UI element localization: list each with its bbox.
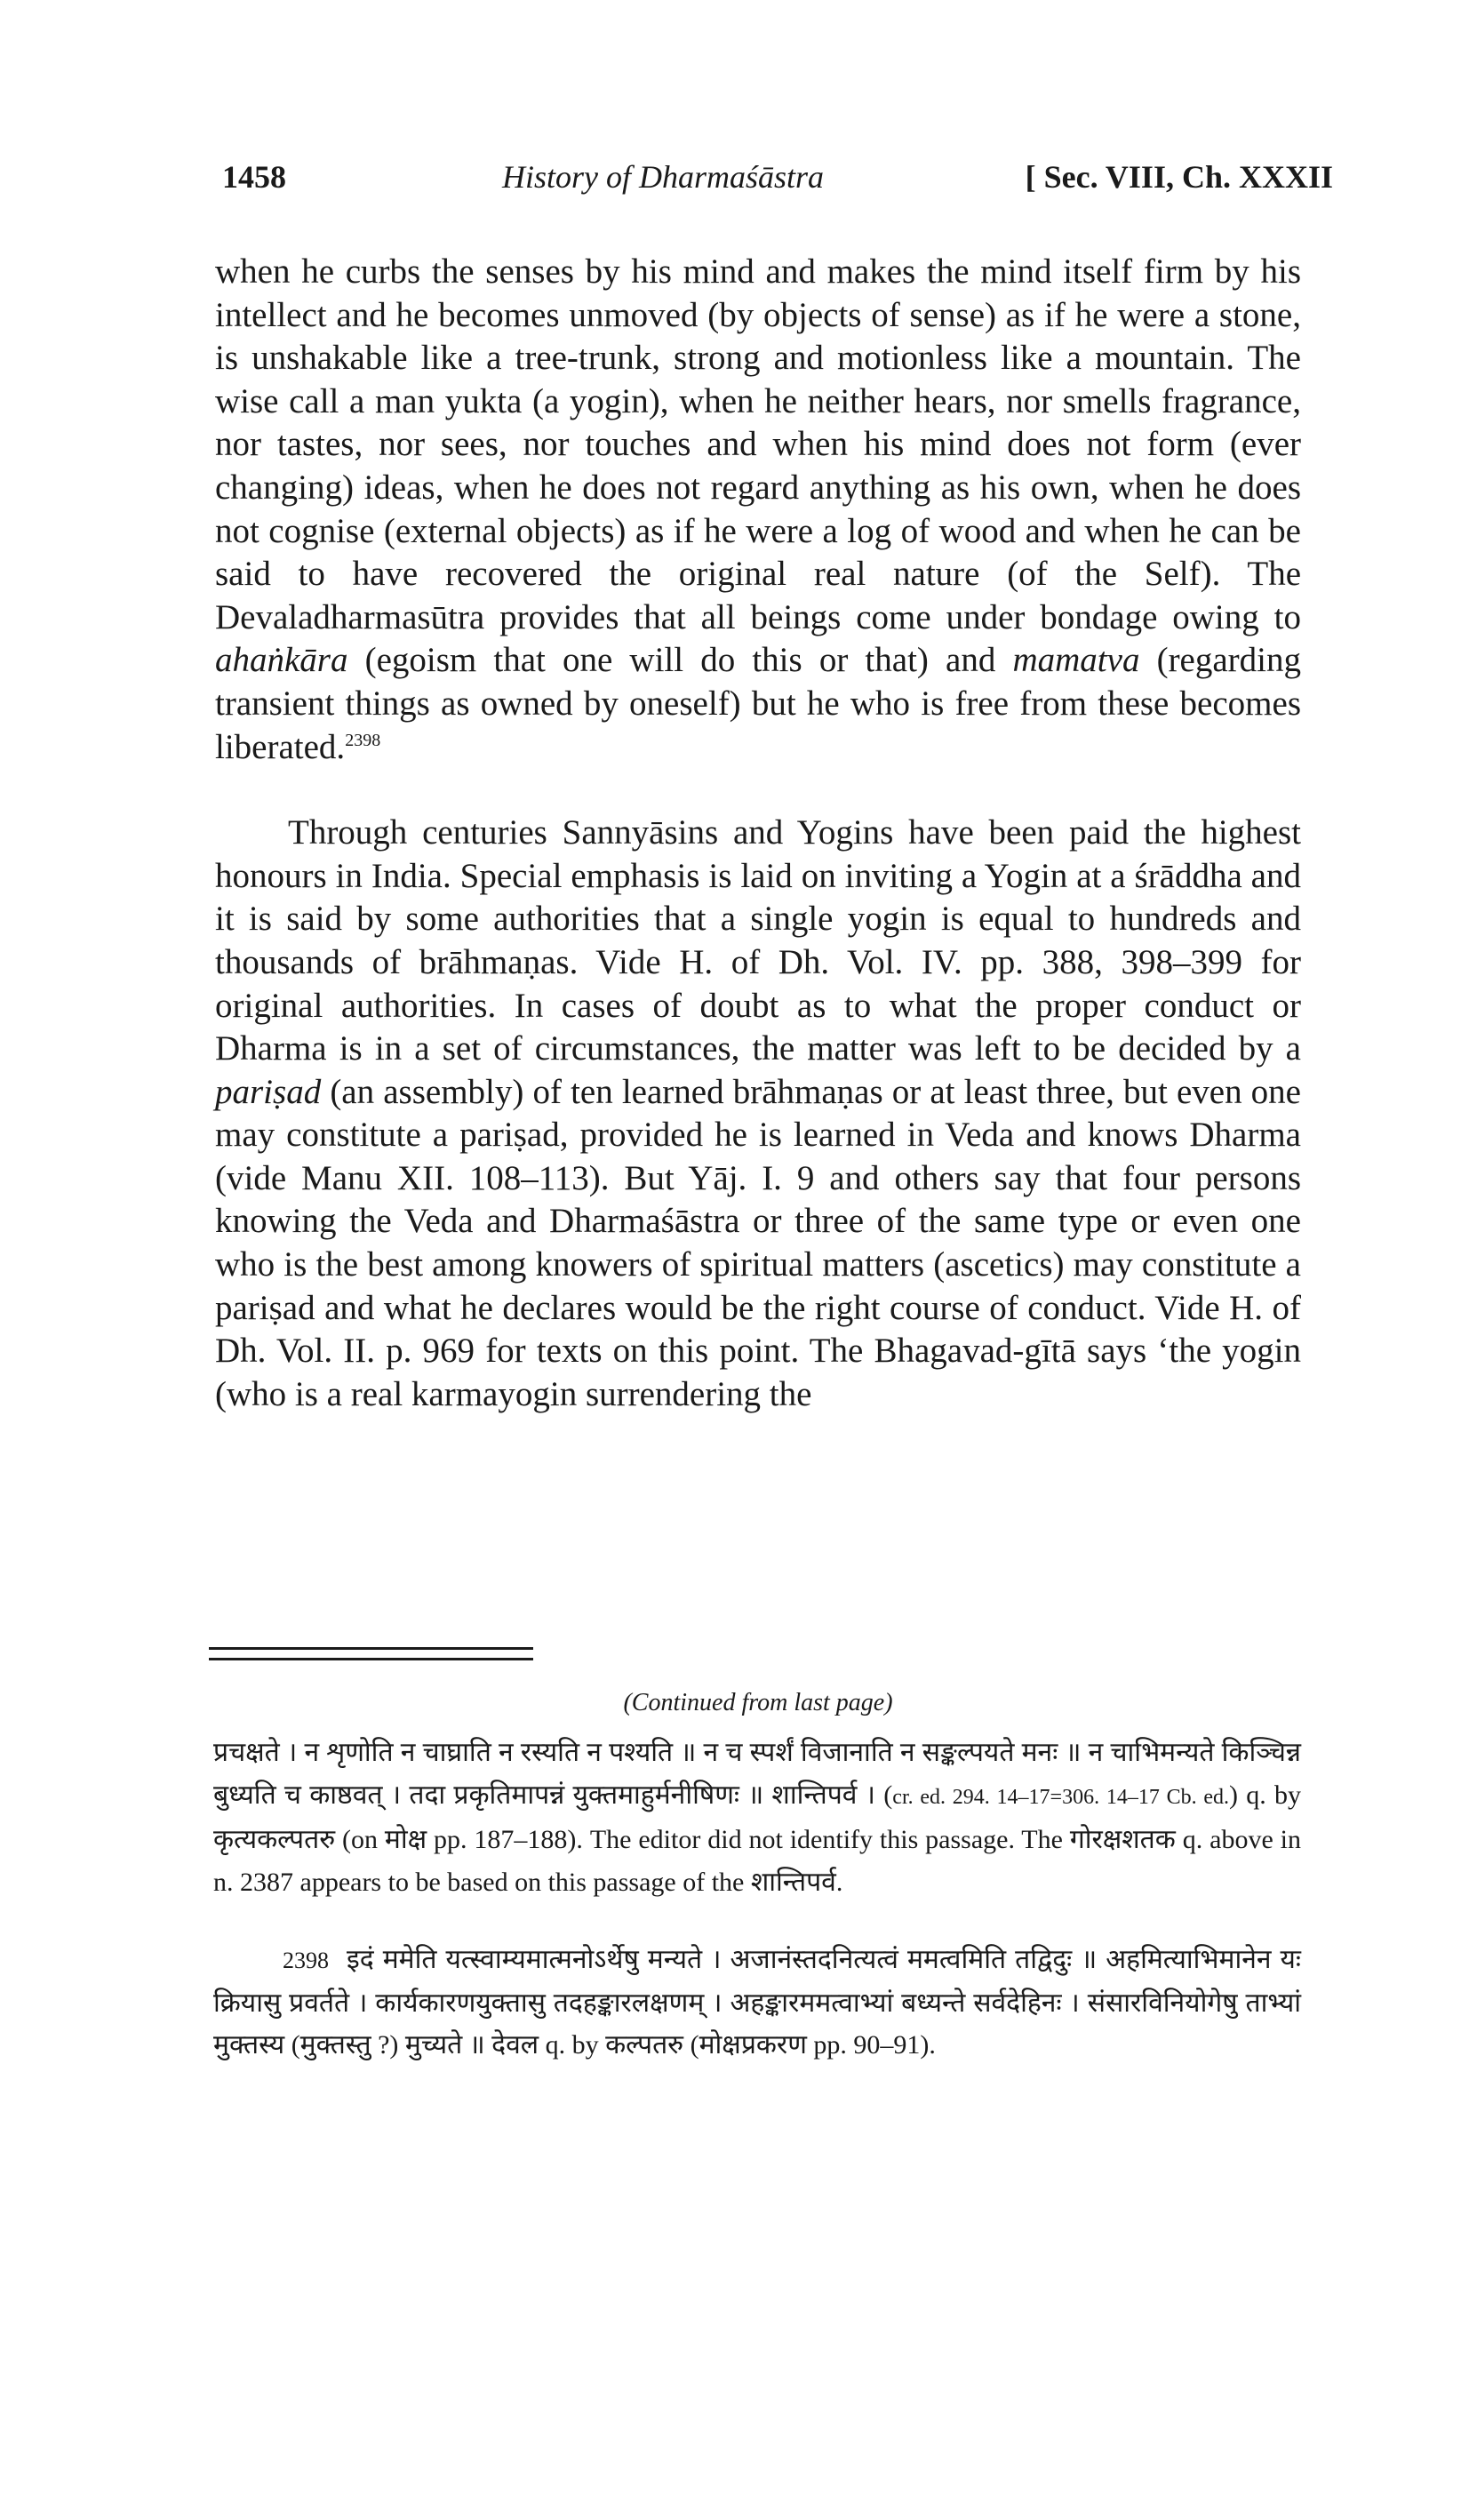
- page-header: [222, 158, 1333, 203]
- footnote-2398: [213, 1939, 1301, 2067]
- term-ahankara: ahaṅkāra: [215, 641, 348, 680]
- paragraph-2-text-2: (an assembly) of ten learned brāhmaṇas or at least three, but even one may constitute a pariṣad, provided he is learned in Veda and knows Dharma (vide Manu XII. 108–113). But Yāj. I. 9 and others say that four persons knowing the Veda and Dharmaśāstra or three of the same type or even one who is the best among knowers of spiritual matters (ascetics) may constitute a pariṣad and what he declares would be the right course of conduct. Vide H. of Dh. Vol. II. p. 969 for texts on this point. The Bhagavad-gītā says ‘the yogin (who is a real karmayogin surrendering the: [215, 1072, 1301, 1413]
- footnote-divider: [209, 1647, 533, 1660]
- footnote-continued-text-1: प्रचक्षते । न शृणोति न चाघ्राति न रस्यति न पश्यति ॥ न च स्पर्शं विजानाति न सङ्कल्पयते मनः ॥ न चाभिमन्यते किञ्चिन्न बुध्यति च काष्ठवत् । तदा प्रकृतिमापन्नं युक्तमाहुर्मनीषिणः ॥ शान्तिपर्व । (: [213, 1738, 1301, 1810]
- edition-note: cr. ed. 294. 14–17=306. 14–17 Cb. ed.: [892, 1785, 1229, 1809]
- footnote-reference[interactable]: 2398: [345, 730, 381, 750]
- paragraph-2: [215, 812, 1301, 1416]
- running-title: History of Dharmaśāstra: [502, 159, 825, 195]
- body-text: [215, 251, 1301, 1416]
- term-parisad: pariṣad: [215, 1072, 322, 1111]
- paragraph-1: [215, 251, 1301, 769]
- footnote-2398-text: इदं ममेति यत्स्वाम्यमात्मनोऽर्थेषु मन्यते । अजानंस्तदनित्यत्वं ममत्वमिति तद्विदुः ॥ अहमित्याभिमानेन यः क्रियासु प्रवर्तते । कार्यकारणयुक्तासु तदहङ्कारलक्षणम् । अहङ्कारममत्वाभ्यां बध्यन्ते सर्वदेहिनः । संसारविनियोगेषु ताभ्यां मुक्तस्य (मुक्तस्तु ?) मुच्यते ॥ देवल q. by कल्पतरु (मोक्षप्रकरण pp. 90–91).: [213, 1945, 1301, 2060]
- footnotes: [213, 1732, 1301, 2067]
- section-label: [ Sec. VIII, Ch. XXXII: [1025, 159, 1333, 195]
- paragraph-1-text-1: when he curbs the senses by his mind and makes the mind itself firm by his intellect and he becomes unmoved (by objects of sense) as if he were a stone, is unshakable like a tree-trunk, strong and motionless like a mountain. The wise call a man yukta (a yogin), when he neither hears, nor smells fragrance, nor tastes, nor sees, nor touches and when his mind does not form (ever changing) ideas, when he does not regard anything as his own, when he does not cognise (external objects) as if he were a log of wood and when he can be said to have recovered the original real nature (of the Self). The Devaladharmasūtra provides that all beings come under bondage owing to: [215, 252, 1301, 636]
- footnote-continued-text-2: ) q. by कृत्यकल्पतरु (on मोक्ष pp. 187–188). The editor did not identify this passage. The गोरक्षशतक q. above in n. 2387 appears to be based on this passage of the शान्तिपर्व.: [213, 1780, 1301, 1897]
- footnote-continued: [213, 1732, 1301, 1903]
- paragraph-1-text-3: (regarding transient things as owned by oneself) but he who is free from these becomes liberated.: [215, 641, 1301, 766]
- page-number: 1458: [222, 159, 286, 195]
- paragraph-2-text-1: Through centuries Sannyāsins and Yogins have been paid the highest honours in India. Special emphasis is laid on inviting a Yogin at a śrāddha and it is said by some authorities that a single yogin is equal to hundreds and thousands of brāhmaṇas. Vide H. of Dh. Vol. IV. pp. 388, 398–399 for original authorities. In cases of doubt as to what the proper conduct or Dharma is in a set of circumstances, the matter was left to be decided by a: [215, 813, 1301, 1068]
- term-mamatva: mamatva: [1012, 641, 1140, 680]
- paragraph-1-text-2: (egoism that one will do this or that) and: [347, 641, 1013, 680]
- footnote-number: 2398: [283, 1948, 329, 1973]
- continued-label: (Continued from last page): [623, 1689, 893, 1716]
